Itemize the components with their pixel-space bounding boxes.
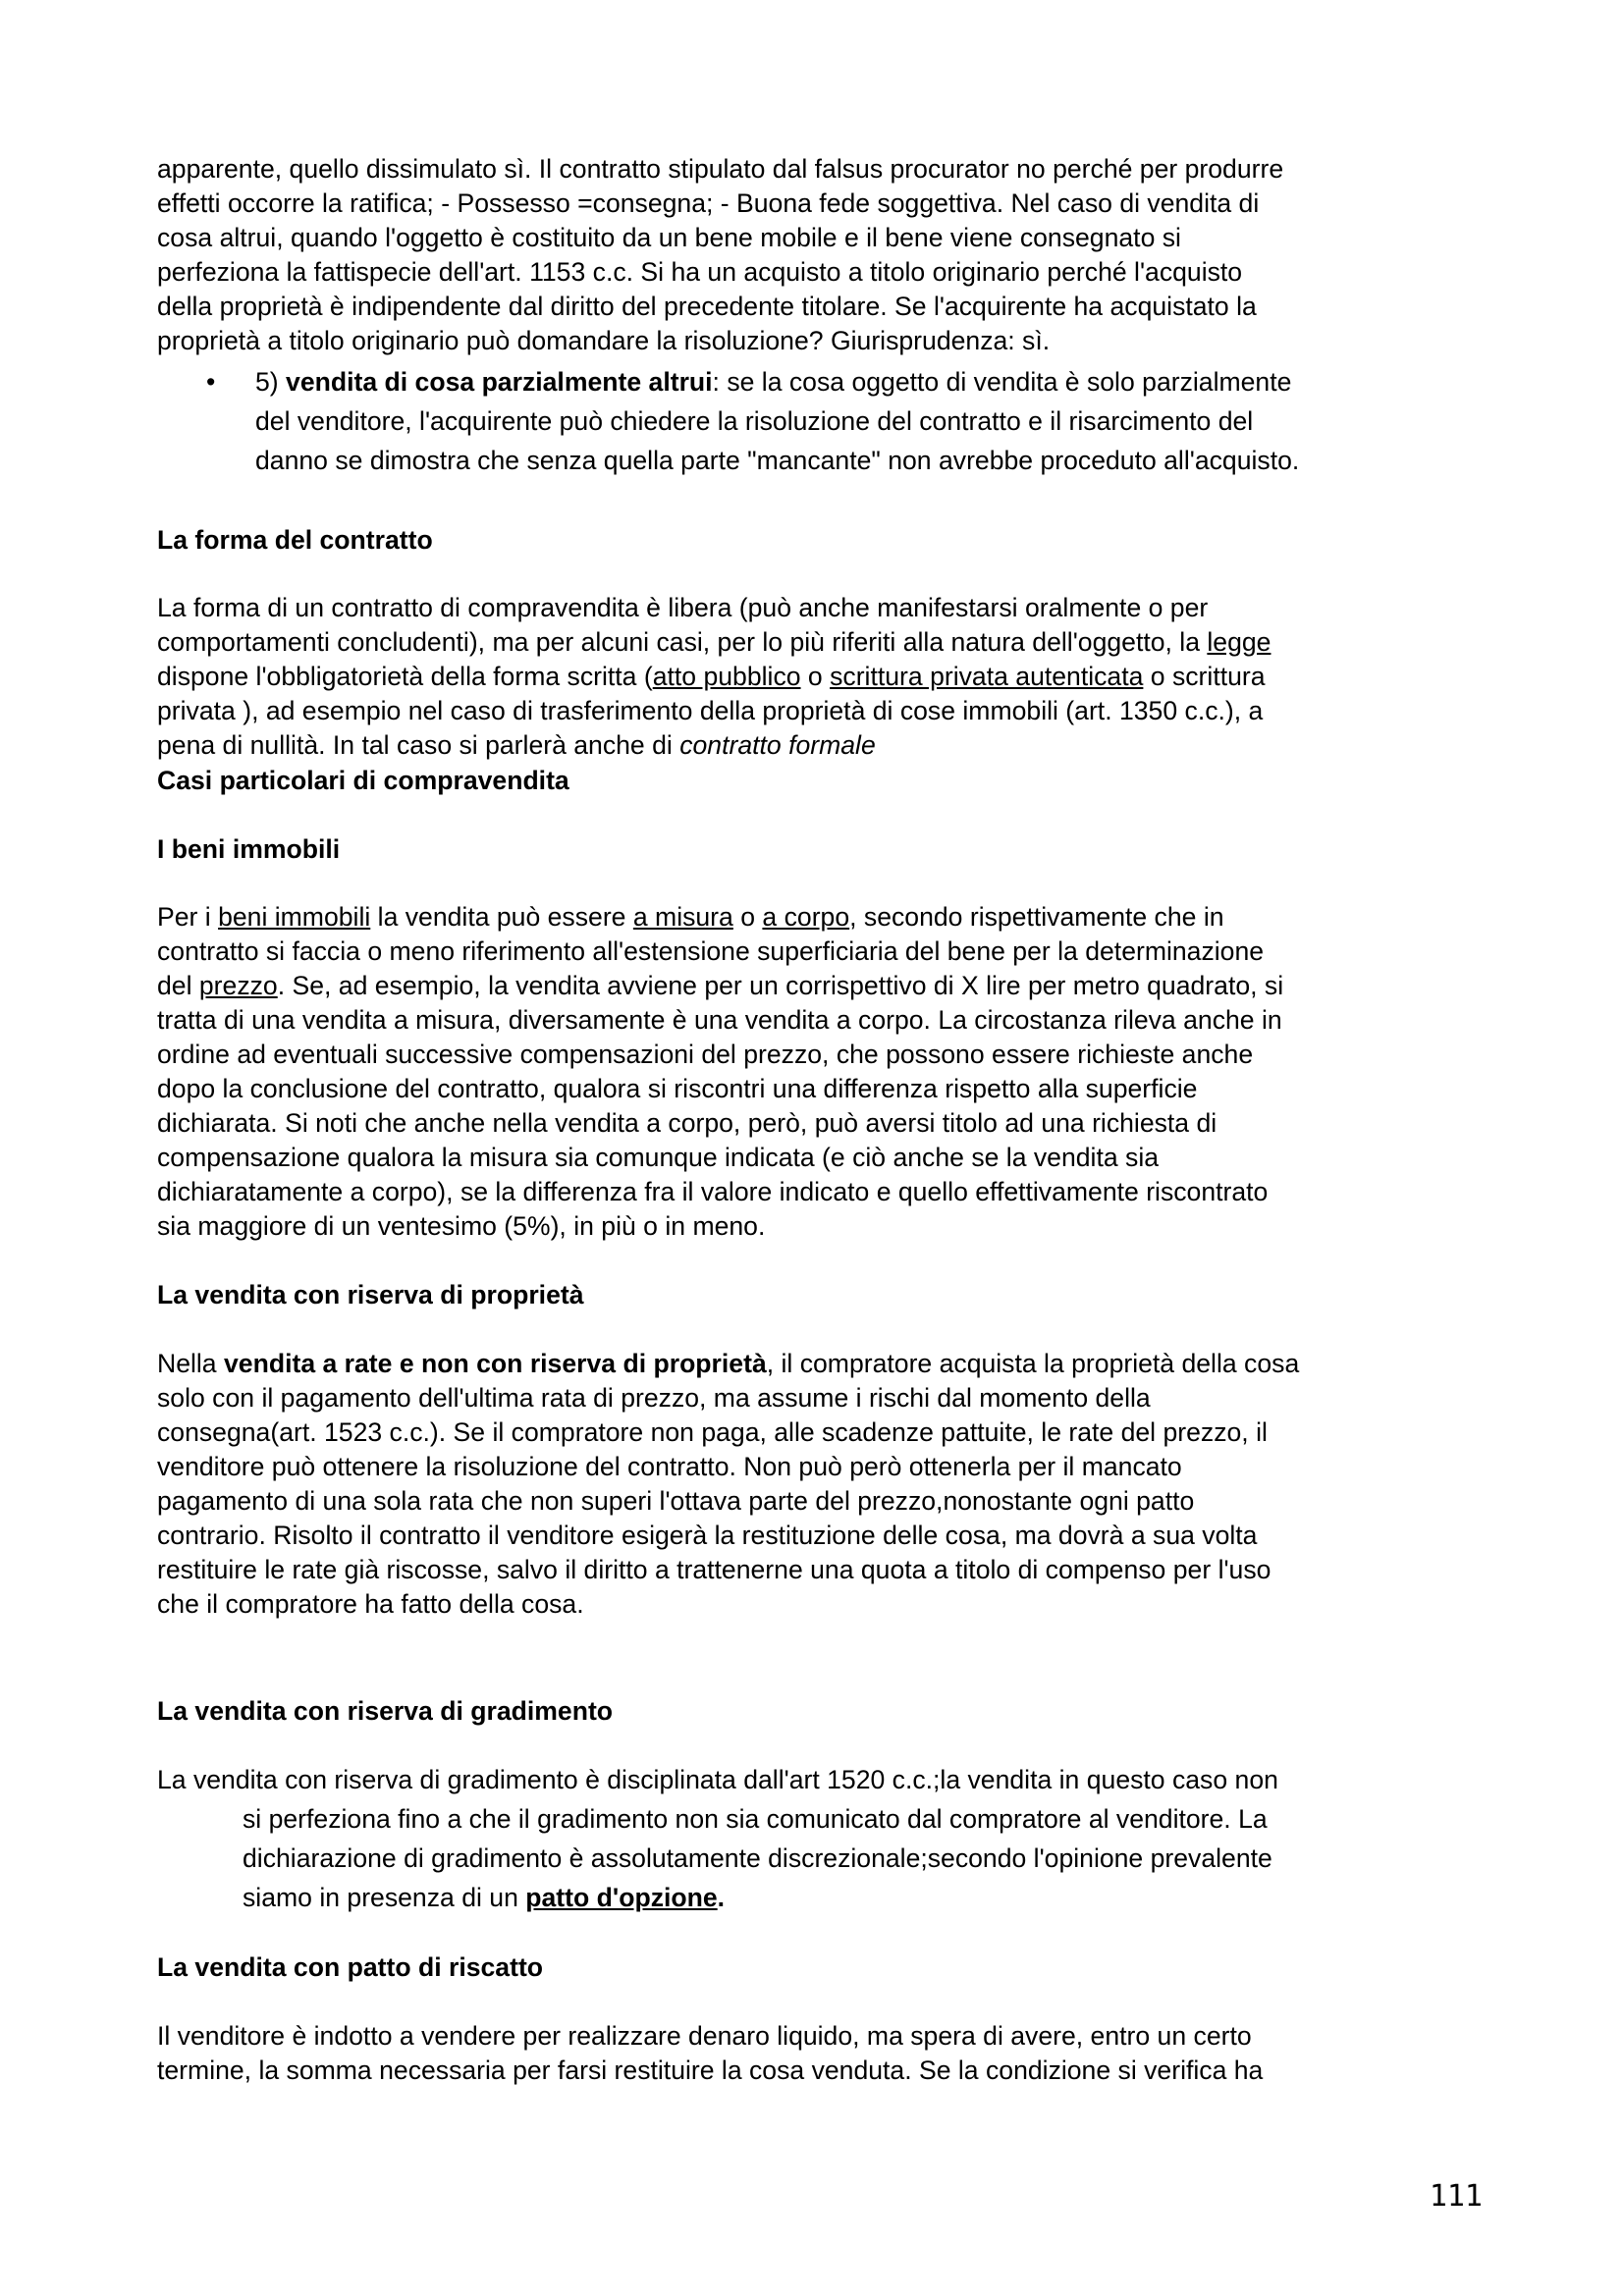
text-line: tratta di una vendita a misura, diversamente è una vendita a corpo. La circostanza rileva anche in	[157, 1005, 1282, 1035]
text-line	[157, 969, 1485, 1003]
link-scrittura-privata-autenticata[interactable]: scrittura privata autenticata	[830, 662, 1144, 691]
intro-paragraph	[157, 152, 1485, 358]
gradimento-paragraph	[157, 1760, 1485, 1917]
link-patto-opzione[interactable]: patto d'opzione	[525, 1883, 718, 1912]
text-fragment: o	[800, 662, 831, 691]
text-fragment: o	[732, 902, 763, 932]
text-fragment: .	[717, 1883, 726, 1912]
text-line: effetti occorre la ratifica; - Possesso =consegna; - Buona fede soggettiva. Nel caso di vendita di	[157, 188, 1260, 218]
link-a-corpo[interactable]: a corpo	[762, 902, 850, 932]
text-line	[157, 900, 1485, 934]
text-fragment: o scrittura	[1143, 662, 1266, 691]
section-heading-riscatto: La vendita con patto di riscatto	[157, 1952, 544, 1982]
text-line: solo con il pagamento dell'ultima rata di prezzo, ma assume i rischi dal momento della	[157, 1383, 1151, 1413]
text-line: privata ), ad esempio nel caso di trasferimento della proprietà di cose immobili (art. 1350 c.c.), a	[157, 696, 1264, 725]
bullet-number: 5)	[255, 367, 287, 397]
text-line	[157, 728, 1485, 763]
text-fragment: comportamenti concludenti), ma per alcuni casi, per lo più riferiti alla natura dell'oggetto, la	[157, 627, 1208, 657]
text-line: Il venditore è indotto a vendere per realizzare denaro liquido, ma spera di avere, entro un certo	[157, 2021, 1252, 2051]
text-fragment: Per i	[157, 902, 219, 932]
bullet-symbol: •	[206, 367, 216, 397]
section-heading-riserva-proprieta: La vendita con riserva di proprietà	[157, 1280, 584, 1309]
text-line: sia maggiore di un ventesimo (5%), in più o in meno.	[157, 1211, 766, 1241]
text-line: dopo la conclusione del contratto, qualora si riscontri una differenza rispetto alla superficie	[157, 1074, 1198, 1103]
link-beni-immobili[interactable]: beni immobili	[218, 902, 371, 932]
page-number: 111	[1429, 2179, 1483, 2214]
text-line: compensazione qualora la misura sia comunque indicata (e ciò anche se la vendita sia	[157, 1143, 1160, 1172]
text-line: contrario. Risolto il contratto il venditore esigerà la restituzione delle cosa, ma dovrà a sua volta	[157, 1521, 1258, 1550]
link-legge[interactable]: legge	[1207, 627, 1271, 657]
text-line: dichiarazione di gradimento è assolutamente discrezionale;secondo l'opinione prevalente	[243, 1843, 1272, 1873]
text-fragment: Nella	[157, 1349, 224, 1378]
bold-term: vendita a rate e non con riserva di proprietà	[224, 1349, 767, 1378]
italic-term: contratto formale	[679, 730, 876, 760]
bullet-text-fragment: : se la cosa oggetto di vendita è solo parzialmente	[712, 367, 1292, 397]
section-heading-forma: La forma del contratto	[157, 525, 433, 555]
text-line: proprietà a titolo originario può domandare la risoluzione? Giurisprudenza: sì.	[157, 326, 1051, 355]
text-fragment: . Se, ad esempio, la vendita avviene per un corrispettivo di X lire per metro quadrato, si	[277, 971, 1284, 1000]
bullet-bold-term: vendita di cosa parzialmente altrui	[286, 367, 713, 397]
text-line: dichiaratamente a corpo), se la differenza fra il valore indicato e quello effettivamente riscontrato	[157, 1177, 1269, 1206]
riserva-proprieta-paragraph	[157, 1347, 1485, 1622]
section-heading-immobili: I beni immobili	[157, 834, 341, 864]
text-line: del venditore, l'acquirente può chiedere la risoluzione del contratto e il risarcimento del	[255, 406, 1254, 436]
text-line	[157, 660, 1485, 694]
text-line	[157, 1878, 1485, 1917]
forma-paragraph	[157, 591, 1485, 763]
text-fragment: la vendita può essere	[370, 902, 633, 932]
text-line: pagamento di una sola rata che non superi l'ottava parte del prezzo,nonostante ogni patto	[157, 1486, 1195, 1516]
text-line: ordine ad eventuali successive compensazioni del prezzo, che possono essere richieste anche	[157, 1040, 1254, 1069]
text-line: cosa altrui, quando l'oggetto è costituito da un bene mobile e il bene viene consegnato si	[157, 223, 1181, 252]
text-fragment: pena di nullità. In tal caso si parlerà anche di	[157, 730, 680, 760]
text-line: contratto si faccia o meno riferimento all'estensione superficiaria del bene per la determinazione	[157, 936, 1265, 966]
text-line: della proprietà è indipendente dal diritto del precedente titolare. Se l'acquirente ha acquistato la	[157, 292, 1257, 321]
text-line: dichiarata. Si noti che anche nella vendita a corpo, però, può aversi titolo ad una richiesta di	[157, 1108, 1217, 1138]
text-fragment: , il compratore acquista la proprietà della cosa	[766, 1349, 1300, 1378]
text-fragment: , secondo rispettivamente che in	[849, 902, 1224, 932]
text-line: apparente, quello dissimulato sì. Il contratto stipulato dal falsus procurator no perché per produrre	[157, 154, 1284, 184]
text-fragment: del	[157, 971, 199, 1000]
text-line	[157, 1347, 1485, 1381]
text-fragment: dispone l'obbligatorietà della forma scritta (	[157, 662, 653, 691]
bullet-item	[157, 362, 1485, 484]
text-line: termine, la somma necessaria per farsi restituire la cosa venduta. Se la condizione si verifica ha	[157, 2056, 1264, 2085]
bullet-text	[255, 362, 1532, 480]
text-line: danno se dimostra che senza quella parte "mancante" non avrebbe proceduto all'acquisto.	[255, 446, 1300, 475]
text-line: che il compratore ha fatto della cosa.	[157, 1589, 584, 1619]
text-line	[255, 362, 1532, 401]
link-atto-pubblico[interactable]: atto pubblico	[652, 662, 801, 691]
link-a-misura[interactable]: a misura	[632, 902, 733, 932]
text-fragment: siamo in presenza di un	[243, 1883, 526, 1912]
immobili-paragraph	[157, 900, 1485, 1244]
section-heading-casi: Casi particolari di compravendita	[157, 766, 569, 795]
text-line: perfeziona la fattispecie dell'art. 1153 c.c. Si ha un acquisto a titolo originario perché l'acquisto	[157, 257, 1243, 287]
text-line: si perfeziona fino a che il gradimento non sia comunicato dal compratore al venditore. La	[243, 1804, 1268, 1834]
text-line: La vendita con riserva di gradimento è disciplinata dall'art 1520 c.c.;la vendita in questo caso non	[157, 1765, 1278, 1794]
text-line: La forma di un contratto di compravendita è libera (può anche manifestarsi oralmente o per	[157, 593, 1209, 622]
text-line	[157, 625, 1485, 660]
text-line: consegna(art. 1523 c.c.). Se il compratore non paga, alle scadenze pattuite, le rate del prezzo, il	[157, 1417, 1268, 1447]
section-heading-gradimento: La vendita con riserva di gradimento	[157, 1696, 614, 1726]
riscatto-paragraph	[157, 2019, 1485, 2088]
link-prezzo[interactable]: prezzo	[198, 971, 278, 1000]
text-line: restituire le rate già riscosse, salvo il diritto a trattenerne una quota a titolo di compenso per l'uso	[157, 1555, 1271, 1584]
text-line: venditore può ottenere la risoluzione del contratto. Non può però ottenerla per il mancato	[157, 1452, 1182, 1481]
